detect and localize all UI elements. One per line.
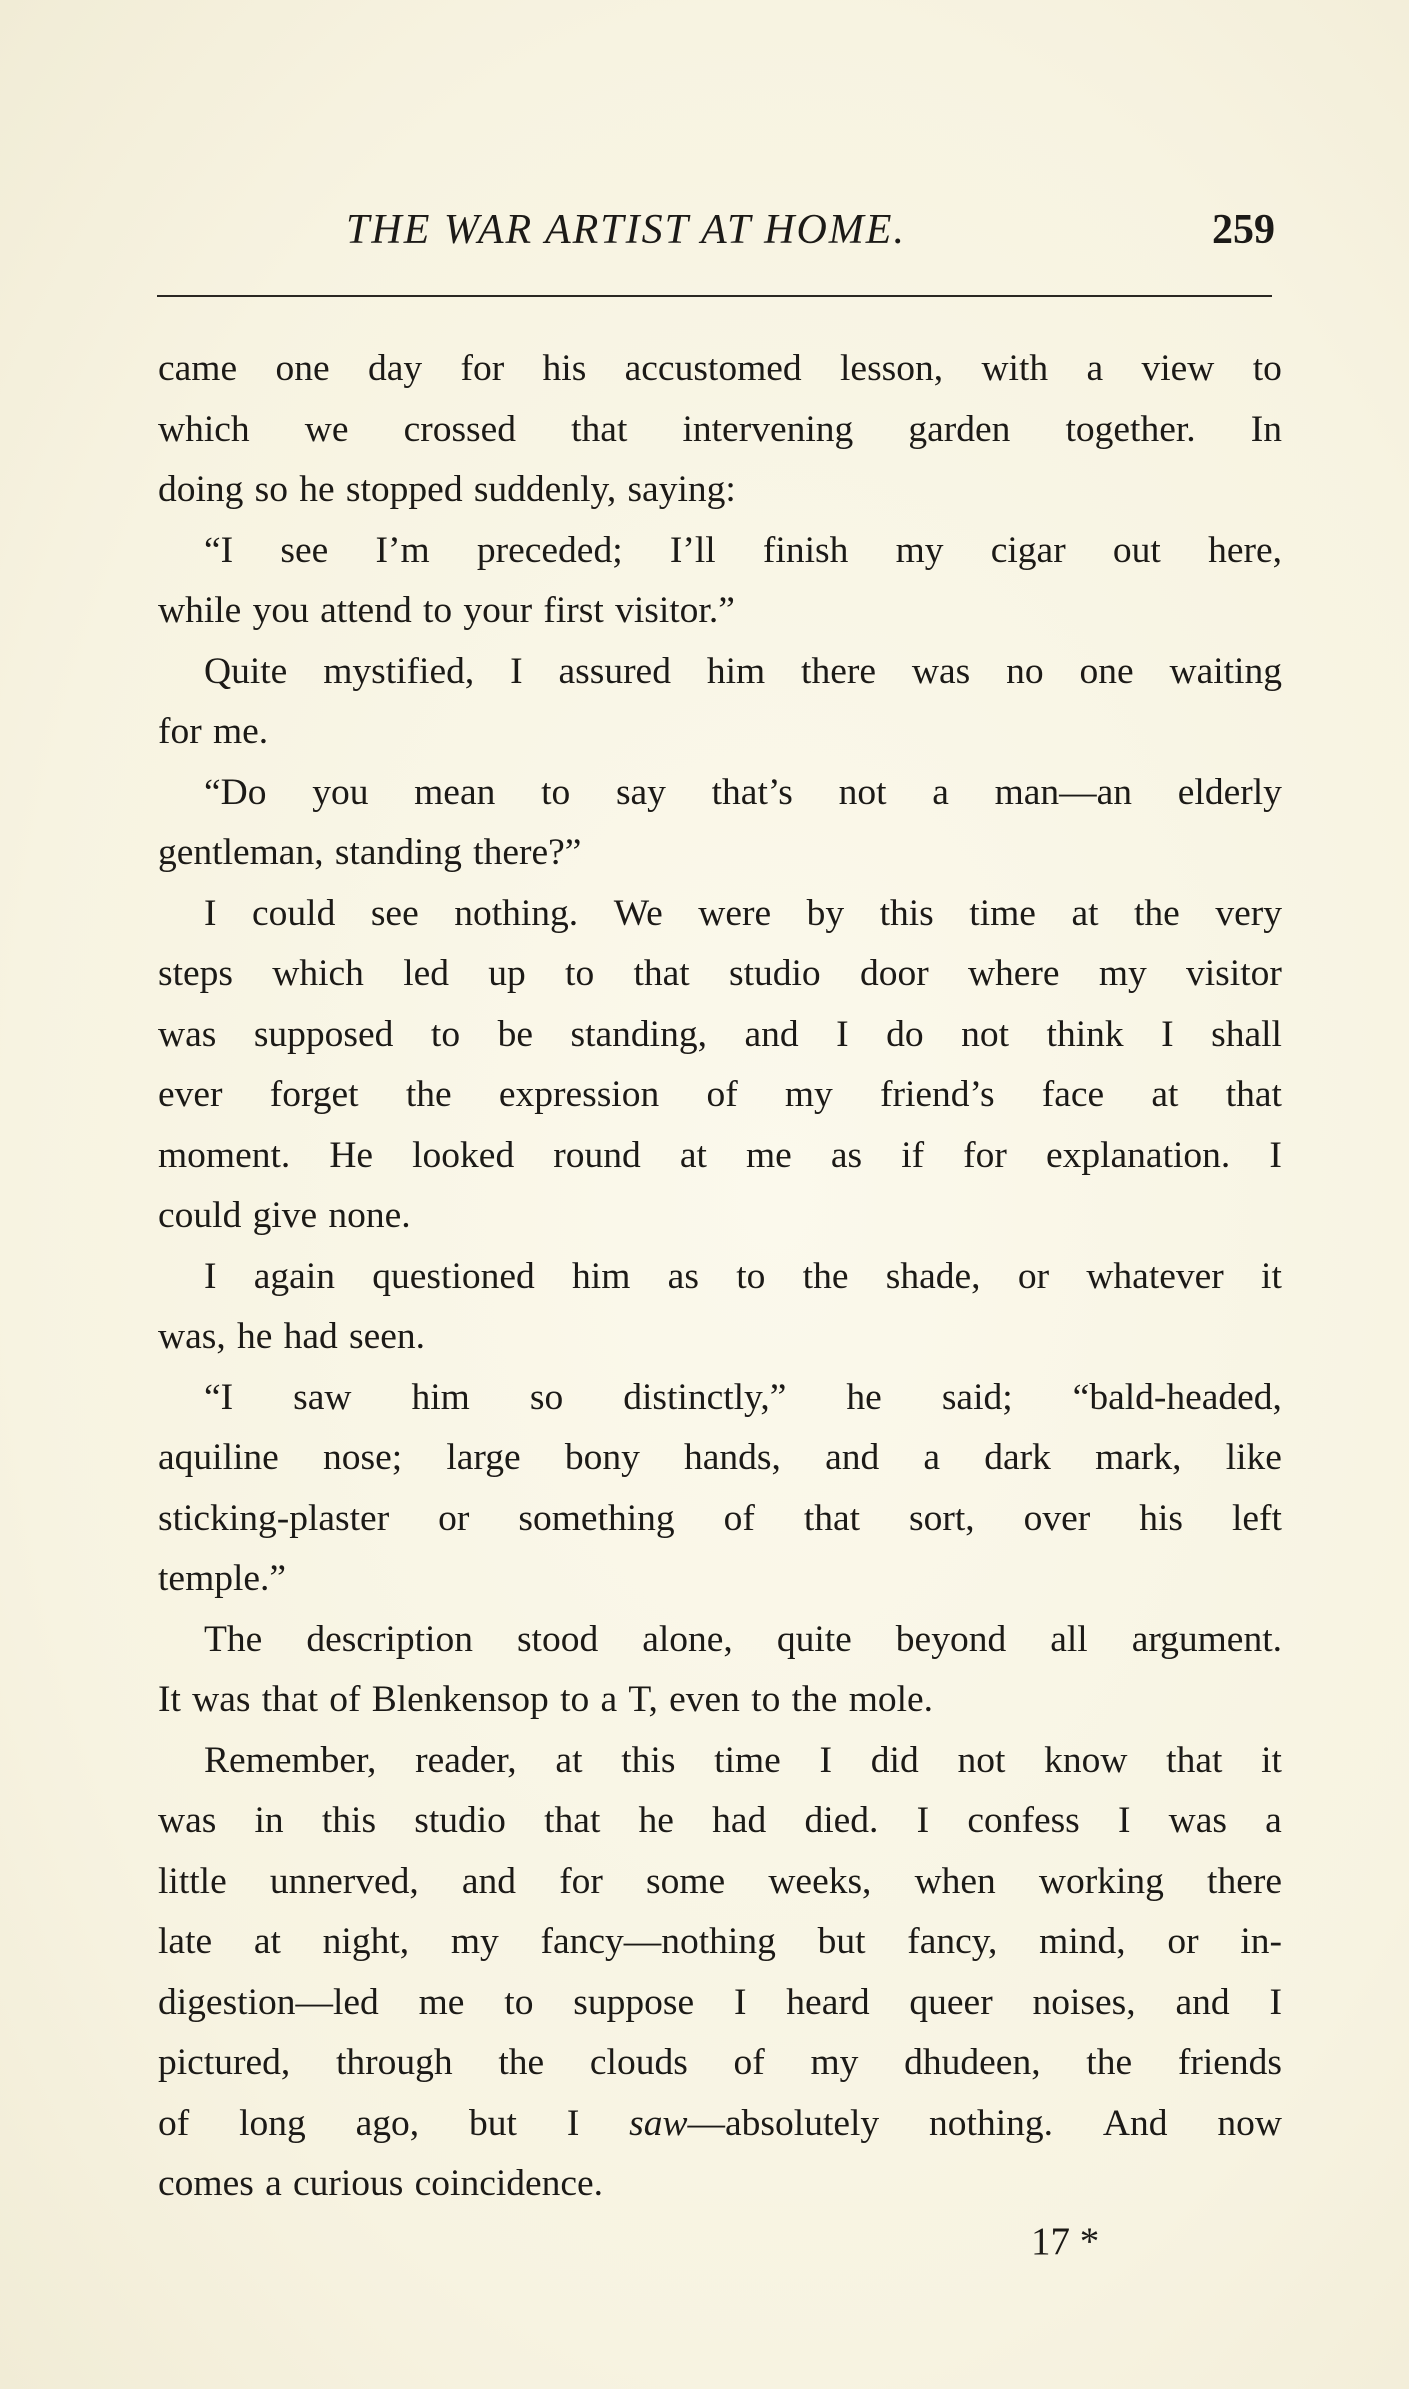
text-line: “I saw him so distinctly,” he said; “bald-headed, <box>204 1376 1282 1418</box>
text-line: “I see I’m preceded; I’ll finish my cigar out here, <box>204 529 1282 571</box>
text-line: was in this studio that he had died. I confess I was a <box>158 1800 1282 1841</box>
text-line: aquiline nose; large bony hands, and a dark mark, like <box>158 1437 1282 1478</box>
text-line: for me. <box>158 711 269 752</box>
text-line: could give none. <box>158 1195 411 1236</box>
text-line: steps which led up to that studio door where my visitor <box>158 953 1282 994</box>
text-line: late at night, my fancy—nothing but fancy, mind, or in- <box>158 1921 1282 1962</box>
text-line: came one day for his accustomed lesson, with a view to <box>158 348 1282 389</box>
text-line: ever forget the expression of my friend’s face at that <box>158 1074 1282 1115</box>
text-line: while you attend to your first visitor.” <box>158 590 735 631</box>
text-line: sticking-plaster or something of that sort, over his left <box>158 1497 1282 1539</box>
text-line: I again questioned him as to the shade, or whatever it <box>204 1255 1282 1297</box>
text-line: moment. He looked round at me as if for explanation. I <box>158 1134 1282 1176</box>
text-line: It was that of Blenkensop to a T, even to the mole. <box>158 1679 934 1720</box>
text-line: temple.” <box>158 1558 287 1599</box>
text-line: The description stood alone, quite beyond all argument. <box>204 1618 1282 1660</box>
text-line: Remember, reader, at this time I did not know that it <box>204 1739 1282 1781</box>
text-line: of long ago, but I saw—absolutely nothing. And now <box>158 2102 1282 2144</box>
text-line: digestion—led me to suppose I heard queer noises, and I <box>158 1981 1282 2023</box>
body-text <box>158 339 1282 2215</box>
text-line: little unnerved, and for some weeks, when working there <box>158 1860 1282 1902</box>
text-line: gentleman, standing there?” <box>158 832 582 873</box>
running-title: THE WAR ARTIST AT HOME. <box>346 207 906 253</box>
text-line: doing so he stopped suddenly, saying: <box>158 469 736 510</box>
signature-mark: 17 * <box>1031 2220 1100 2263</box>
text-line: I could see nothing. We were by this time at the very <box>204 892 1282 934</box>
text-line: was supposed to be standing, and I do not think I shall <box>158 1013 1282 1055</box>
text-line: comes a curious coincidence. <box>158 2163 604 2204</box>
text-line: was, he had seen. <box>158 1316 426 1357</box>
header-rule <box>157 295 1272 297</box>
text-line: pictured, through the clouds of my dhudeen, the friends <box>158 2042 1282 2083</box>
page-header <box>160 198 1275 268</box>
text-line: Quite mystified, I assured him there was no one waiting <box>204 650 1282 692</box>
text-line: which we crossed that intervening garden together. In <box>158 408 1282 450</box>
text-line: “Do you mean to say that’s not a man—an elderly <box>204 771 1282 813</box>
page-number: 259 <box>1212 207 1275 253</box>
